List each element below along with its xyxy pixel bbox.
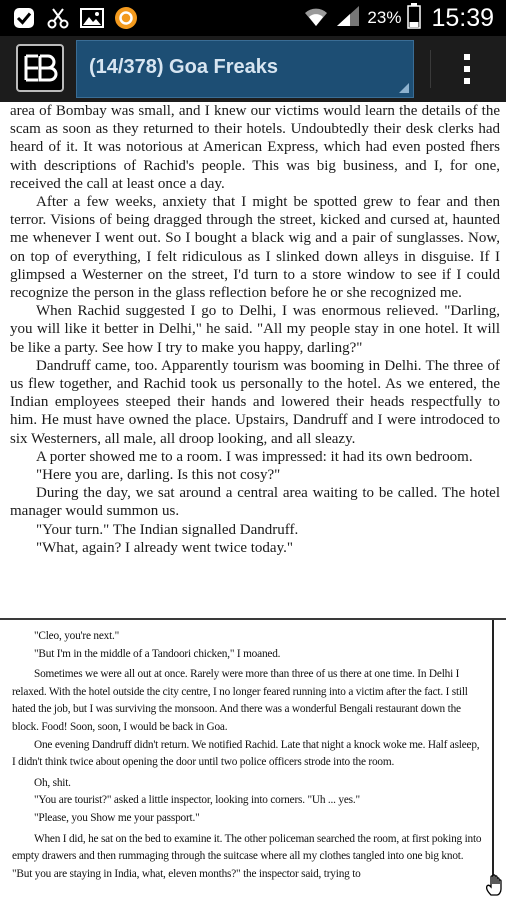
clock: 15:39 (431, 3, 494, 32)
paragraph: "But I'm in the middle of a Tandoori chicken," I moaned. (34, 647, 281, 660)
notification-icons (12, 6, 138, 30)
action-bar (0, 36, 506, 102)
page-gap (0, 606, 506, 618)
paragraph: Sometimes we were all out at once. Rarely were more than three of us there at one time. In Delhi I relaxed. With the hotel outside the city centre, I no longer feared running into a victim after the fact. I still hated the job, but I was surviving the monsoon. And there was a wonderful Bengali restaurant down the block. Food! Soon, soon, I would be back in Goa. (12, 668, 468, 733)
image-icon (80, 6, 104, 30)
hand-cursor-icon[interactable] (484, 873, 506, 897)
paragraph: When Rachid suggested I go to Delhi, I was enormous relieved. "Darling, you will like it better in Delhi," he said. "All my people stay in one hotel. It will be like a party. See how I try to make you happy, darling?" (10, 303, 500, 356)
book-page-current (10, 102, 500, 557)
battery-percent: 23% (367, 8, 402, 27)
paragraph: Dandruff came, too. Apparently tourism was booming in Delhi. The three of us flew together, and Rachid took us personally to the hotel. As we entered, the Indian employees steeped their hands and lowered their heads respectfully to him. He must have owned the place. Upstairs, Dandruff and I were introdoced to six Westerners, all male, all droop looking, and all sleazy. (10, 357, 500, 447)
overflow-menu-icon[interactable] (455, 50, 479, 88)
chapter-title-dropdown[interactable] (76, 40, 414, 98)
page-edge-line (492, 620, 494, 880)
system-status (303, 3, 494, 33)
paragraph: After a few weeks, anxiety that I might be spotted grew to fear and then terror. Visions of being dragged through the street, kicked and cursed at, haunted me whenever I went out. So I bought a black wig and a pair of sunglasses. Now, on top of everything, I felt ridiculous as I slinked down alleys in disguise. If I glimpsed a Westerner on the street, I'd turn to a store window to see if I could recognize the person in the glass reflection before he or she recognized me. (10, 194, 500, 302)
paragraph: During the day, we sat around a central area waiting to be called. The hotel manager would summon us. (10, 485, 500, 520)
paragraph: "Please, you Show me your passport." (34, 811, 200, 824)
paragraph: "Cleo, you're next." (34, 630, 120, 642)
battery-icon (407, 3, 421, 33)
paragraph: One evening Dandruff didn't return. We notified Rachid. Late that night a knock woke me. Half asleep, I didn't think twice about opening the door until two police officers strode into the room. (12, 738, 480, 769)
scissors-icon (46, 6, 70, 30)
paragraph: Oh, shit. (34, 776, 71, 789)
app-circle-icon (114, 6, 138, 30)
ebook-logo-icon[interactable] (16, 44, 64, 92)
dropdown-corner-icon (399, 83, 409, 93)
paragraph: "Your turn." The Indian signalled Dandruff. (36, 521, 299, 538)
paragraph: "What, again? I already went twice today." (36, 539, 293, 556)
paragraph: "Here you are, darling. Is this not cosy?" (36, 467, 281, 484)
book-page-next (12, 628, 484, 883)
chapter-title: (14/378) Goa Freaks (89, 56, 278, 78)
paragraph: When I did, he sat on the bed to examine it. The other policeman searched the room, at first poking into empty drawers and then rummaging through the suitcase where all my clothes tangled into one big knot. "But you are staying in India, what, eleven months?" the inspector said, trying to (12, 832, 482, 880)
paragraph: "You are tourist?" asked a little inspector, looking into corners. "Uh ... yes." (34, 794, 360, 807)
paragraph: A porter showed me to a room. I was impressed: it had its own bedroom. (36, 448, 473, 465)
wifi-icon (303, 4, 329, 32)
action-bar-divider (430, 50, 431, 88)
page-divider (0, 618, 506, 620)
signal-icon (335, 4, 361, 32)
paragraph: area of Bombay was small, and I knew our victims would learn the details of the scam as soon as they returned to their hotels. Undoubtedly their desk clerks had heard of it. It was notorious at American Express, which had even posted fhers with descriptions of Rachid's people. This was big business, and I, for one, received the call at least once a day. (10, 103, 500, 192)
check-icon (12, 6, 36, 30)
status-bar (0, 0, 506, 36)
